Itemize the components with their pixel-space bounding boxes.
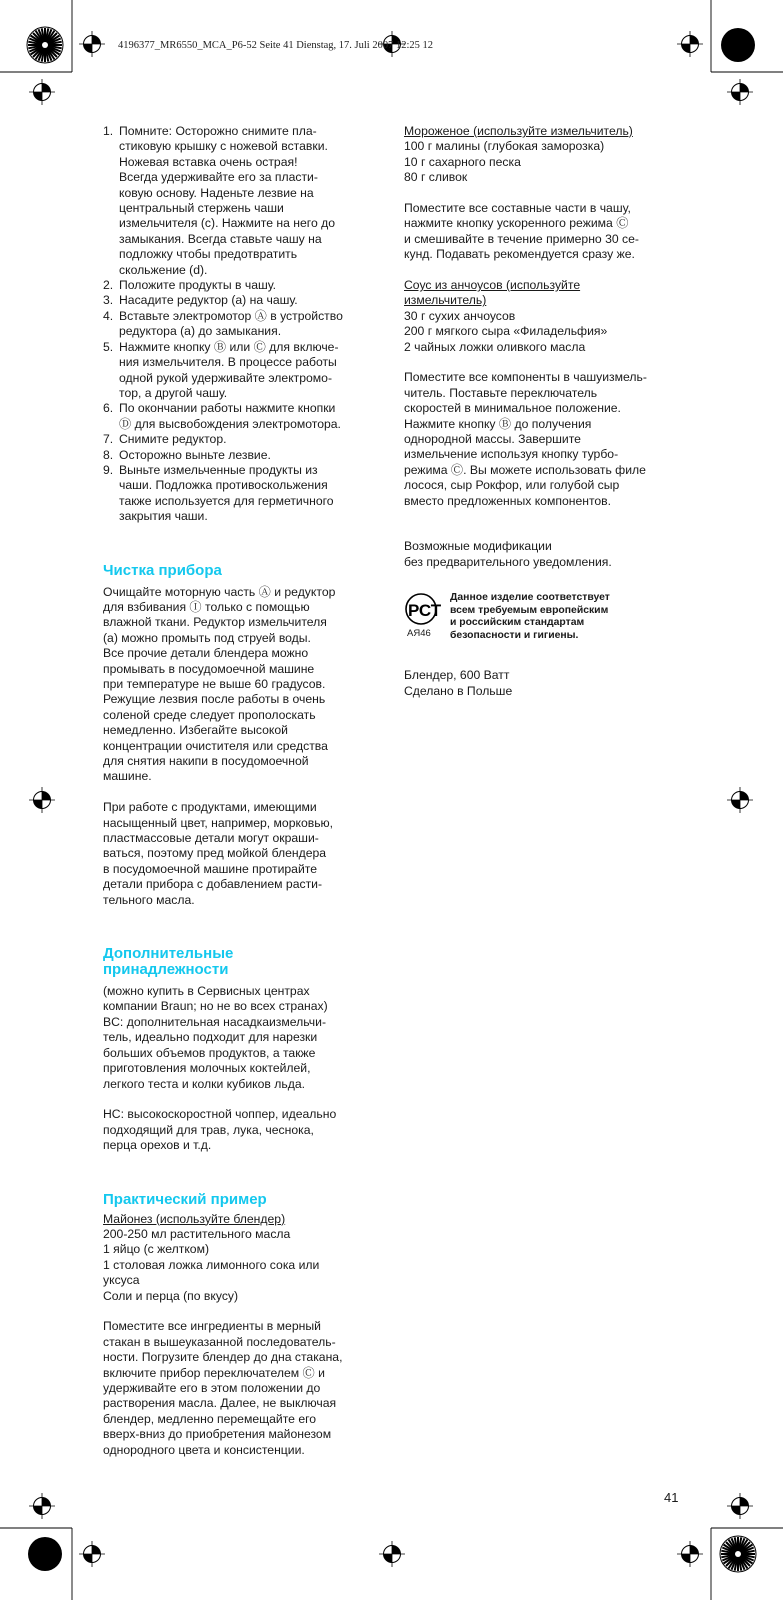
icecream-ingredients bbox=[404, 139, 686, 185]
assembly-steps bbox=[103, 124, 379, 525]
left-column bbox=[103, 124, 379, 1458]
step-text-line: Ⓓ для высвобождения электромотора. bbox=[119, 416, 341, 431]
step-text-line: ковую основу. Наденьте лезвие на bbox=[119, 185, 314, 200]
certification-block bbox=[404, 592, 686, 642]
step-number: 5. bbox=[103, 339, 114, 354]
text-line: удерживайте его в этом положении до bbox=[103, 1380, 321, 1395]
text-line: 80 г сливок bbox=[404, 170, 468, 185]
pct-code: АЯ46 bbox=[407, 627, 431, 639]
text-line: (можно купить в Сервисных центрах bbox=[103, 984, 310, 999]
accessories-heading bbox=[103, 946, 379, 978]
product-info bbox=[404, 668, 686, 699]
step-text-line: стиковую крышку с ножевой вставки. bbox=[119, 139, 328, 154]
step-number: 8. bbox=[103, 447, 114, 462]
text-line: Данное изделие соответствует bbox=[450, 591, 610, 603]
mayonnaise-method bbox=[103, 1319, 379, 1458]
text-line: Блендер, 600 Ватт bbox=[404, 668, 510, 683]
text-line: Все прочие детали блендера можно bbox=[103, 646, 309, 661]
modification-notice bbox=[404, 539, 686, 570]
text-line: вместо предложенных компонентов. bbox=[404, 493, 612, 508]
text-line: безопасности и гигиены. bbox=[450, 629, 579, 641]
step-text-line: чаши. Подложка противоскольжения bbox=[119, 478, 328, 493]
example-heading: Практический пример bbox=[103, 1190, 267, 1208]
step-number: 9. bbox=[103, 462, 114, 477]
text-line: HC: высокоскоростной чоппер, идеально bbox=[103, 1107, 337, 1122]
text-line: тельного масла. bbox=[103, 892, 195, 907]
text-line: перца орехов и т.д. bbox=[103, 1138, 212, 1153]
text-line: концентрации очистителя или средства bbox=[103, 738, 328, 753]
text-line: BC: дополнительная насадкаизмельчи- bbox=[103, 1014, 327, 1029]
mayonnaise-title: Майонез (используйте блендер) bbox=[103, 1211, 286, 1226]
text-line: Дополнительные bbox=[103, 945, 234, 963]
text-line: 1 столовая ложка лимонного сока или bbox=[103, 1257, 320, 1272]
text-line: Нажмите кнопку Ⓑ до получения bbox=[404, 416, 592, 431]
cleaning-paragraph-1 bbox=[103, 585, 379, 785]
text-line: ваться, поэтому пред мойкой блендера bbox=[103, 846, 327, 861]
sauce-method bbox=[404, 370, 686, 509]
text-line: без предварительного уведомления. bbox=[404, 554, 612, 569]
step-text-line: редуктора (a) до замыкания. bbox=[119, 324, 282, 339]
text-line: однородной массы. Завершите bbox=[404, 432, 581, 447]
text-line: скоростей в минимальное положение. bbox=[404, 401, 621, 416]
text-line: режима Ⓒ. Вы можете использовать филе bbox=[404, 462, 646, 477]
text-line: насыщенный цвет, например, морковью, bbox=[103, 815, 334, 830]
step-text-line: По окончании работы нажмите кнопки bbox=[119, 401, 336, 416]
cleaning-heading: Чистка прибора bbox=[103, 561, 222, 579]
accessories-paragraph-2 bbox=[103, 1107, 379, 1153]
text-line: При работе с продуктами, имеющими bbox=[103, 800, 317, 815]
step-number: 7. bbox=[103, 432, 114, 447]
text-line: тель, идеально подходит для нарезки bbox=[103, 1030, 318, 1045]
text-line: 1 яйцо (с желтком) bbox=[103, 1242, 210, 1257]
step-item bbox=[103, 432, 379, 447]
step-text-line: Всегда удерживайте его за пласти- bbox=[119, 170, 318, 185]
text-line: и российским стандартам bbox=[450, 617, 585, 629]
cleaning-paragraph-2 bbox=[103, 800, 379, 908]
step-number: 2. bbox=[103, 278, 114, 293]
text-line: 100 г малины (глубокая заморозка) bbox=[404, 139, 605, 154]
step-text-line: центральный стержень чаши bbox=[119, 201, 284, 216]
step-item bbox=[103, 309, 379, 340]
step-text-line: Снимите редуктор. bbox=[119, 432, 227, 447]
step-number: 3. bbox=[103, 293, 114, 308]
text-line: 10 г сахарного песка bbox=[404, 154, 521, 169]
step-item bbox=[103, 124, 379, 278]
text-line: измельчитель) bbox=[404, 293, 487, 308]
step-text-line: измельчителя (c). Нажмите на него до bbox=[119, 216, 336, 231]
text-line: измельчение используя кнопку турбо- bbox=[404, 447, 619, 462]
step-item bbox=[103, 463, 379, 525]
text-line: уксуса bbox=[103, 1273, 140, 1288]
text-line: пластмассовые детали могут окраши- bbox=[103, 831, 319, 846]
step-text-line: подложку чтобы предотвратить bbox=[119, 247, 298, 262]
page-number: 41 bbox=[664, 1490, 679, 1505]
sauce-title bbox=[404, 278, 686, 309]
text-line: детали прибора с добавлением расти- bbox=[103, 877, 323, 892]
step-text-line: Помните: Осторожно снимите пла- bbox=[119, 124, 317, 138]
text-line: в посудомоечной машине протирайте bbox=[103, 861, 317, 876]
pct-logo-icon bbox=[404, 592, 444, 626]
step-text-line: закрытия чаши. bbox=[119, 509, 208, 524]
text-line: (a) можно промыть под струей воды. bbox=[103, 630, 311, 645]
text-line: Соли и перца (по вкусу) bbox=[103, 1288, 239, 1303]
text-line: больших объемов продуктов, а также bbox=[103, 1045, 316, 1060]
text-line: растворения масла. Далее, не выключая bbox=[103, 1396, 337, 1411]
mayonnaise-ingredients bbox=[103, 1227, 379, 1304]
text-line: читель. Поставьте переключатель bbox=[404, 385, 598, 400]
text-line: блендер, медленно перемещайте его bbox=[103, 1411, 317, 1426]
text-line: 2 чайных ложки оливкого масла bbox=[404, 339, 586, 354]
icecream-title: Мороженое (используйте измельчитель) bbox=[404, 124, 633, 138]
text-line: 200-250 мл растительного масла bbox=[103, 1226, 291, 1241]
text-line: промывать в посудомоечной машине bbox=[103, 661, 315, 676]
text-line: нажмите кнопку ускоренного режима Ⓒ bbox=[404, 216, 629, 231]
text-line: Поместите все составные части в чашу, bbox=[404, 201, 631, 216]
step-number: 6. bbox=[103, 401, 114, 416]
icecream-method bbox=[404, 201, 686, 263]
step-text-line: также используется для герметичного bbox=[119, 493, 334, 508]
text-line: и смешивайте в течение примерно 30 се- bbox=[404, 231, 639, 246]
right-column bbox=[404, 124, 686, 699]
text-line: Очищайте моторную часть Ⓐ и редуктор bbox=[103, 584, 336, 599]
step-item bbox=[103, 340, 379, 402]
text-line: Поместите все ингредиенты в мерный bbox=[103, 1319, 321, 1334]
certification-text bbox=[450, 592, 610, 642]
text-line: немедленно. Избегайте высокой bbox=[103, 723, 288, 738]
text-line: вверх-вниз до приобретения майонезом bbox=[103, 1427, 332, 1442]
text-line: компании Braun; но не во всех странах) bbox=[103, 999, 328, 1014]
text-line: Возможные модификации bbox=[404, 539, 552, 554]
step-text-line: Вставьте электромотор Ⓐ в устройство bbox=[119, 308, 343, 323]
pct-certification-logo bbox=[404, 592, 444, 638]
text-line: при температуре не выше 60 градусов. bbox=[103, 677, 326, 691]
text-line: 200 г мягкого сыра «Филадельфия» bbox=[404, 324, 608, 339]
text-line: подходящий для трав, лука, чеснока, bbox=[103, 1122, 314, 1137]
text-line: для взбивания Ⓘ только с помощью bbox=[103, 599, 310, 614]
step-text-line: Положите продукты в чашу. bbox=[119, 278, 277, 293]
text-line: включите прибор переключателем Ⓒ и bbox=[103, 1365, 325, 1380]
svg-text:РСТ: РСТ bbox=[408, 600, 442, 620]
text-line: легкого теста и колки кубиков льда. bbox=[103, 1076, 305, 1091]
step-text-line: Выньте измельченные продукты из bbox=[119, 462, 318, 477]
text-line: ности. Погрузите блендер до дна стакана, bbox=[103, 1350, 343, 1365]
step-text-line: замыкания. Всегда ставьте чашу на bbox=[119, 231, 322, 246]
text-line: Поместите все компоненты в чашуизмель- bbox=[404, 370, 647, 385]
step-text-line: Насадите редуктор (a) на чашу. bbox=[119, 293, 298, 308]
text-line: всем требуемым европейским bbox=[450, 604, 609, 616]
step-item bbox=[103, 448, 379, 463]
step-text-line: Ножевая вставка очень острая! bbox=[119, 154, 298, 169]
text-line: лосося, сыр Рокфор, или голубой сыр bbox=[404, 478, 620, 493]
step-number: 1. bbox=[103, 124, 114, 138]
step-text-line: скольжение (d). bbox=[119, 262, 208, 277]
text-line: Режущие лезвия после работы в очень bbox=[103, 692, 326, 707]
step-item bbox=[103, 278, 379, 293]
text-line: принадлежности bbox=[103, 961, 229, 979]
text-line: машине. bbox=[103, 769, 152, 784]
text-line: приготовления молочных коктейлей, bbox=[103, 1061, 311, 1076]
text-line: 30 г сухих анчоусов bbox=[404, 308, 516, 323]
text-line: кунд. Подавать рекомендуется сразу же. bbox=[404, 247, 635, 262]
text-line: влажной ткани. Редуктор измельчителя bbox=[103, 615, 327, 630]
step-text-line: одной рукой удерживайте электромо- bbox=[119, 370, 333, 385]
step-text-line: ния измельчителя. В процессе работы bbox=[119, 355, 337, 370]
text-line: соленой среде следует прополоскать bbox=[103, 707, 316, 722]
text-line: стакан в вышеуказанной последователь- bbox=[103, 1334, 336, 1349]
print-imprint: 4196377_MR6550_MCA_P6-52 Seite 41 Dienstag, 17. Juli 2007 12:25 12 bbox=[118, 40, 434, 51]
text-line: для снятия накипи в посудомоечной bbox=[103, 754, 309, 769]
step-item bbox=[103, 293, 379, 308]
step-number: 4. bbox=[103, 308, 114, 323]
accessories-paragraph-1 bbox=[103, 984, 379, 1092]
step-text-line: Осторожно выньте лезвие. bbox=[119, 447, 271, 462]
step-text-line: Нажмите кнопку Ⓑ или Ⓒ для включе- bbox=[119, 339, 339, 354]
step-item bbox=[103, 401, 379, 432]
text-line: Соус из анчоусов (используйте bbox=[404, 278, 581, 293]
sauce-ingredients bbox=[404, 309, 686, 355]
text-line: Сделано в Польше bbox=[404, 683, 513, 698]
step-text-line: тор, а другой чашу. bbox=[119, 385, 228, 400]
text-line: однородного цвета и консистенции. bbox=[103, 1442, 305, 1457]
